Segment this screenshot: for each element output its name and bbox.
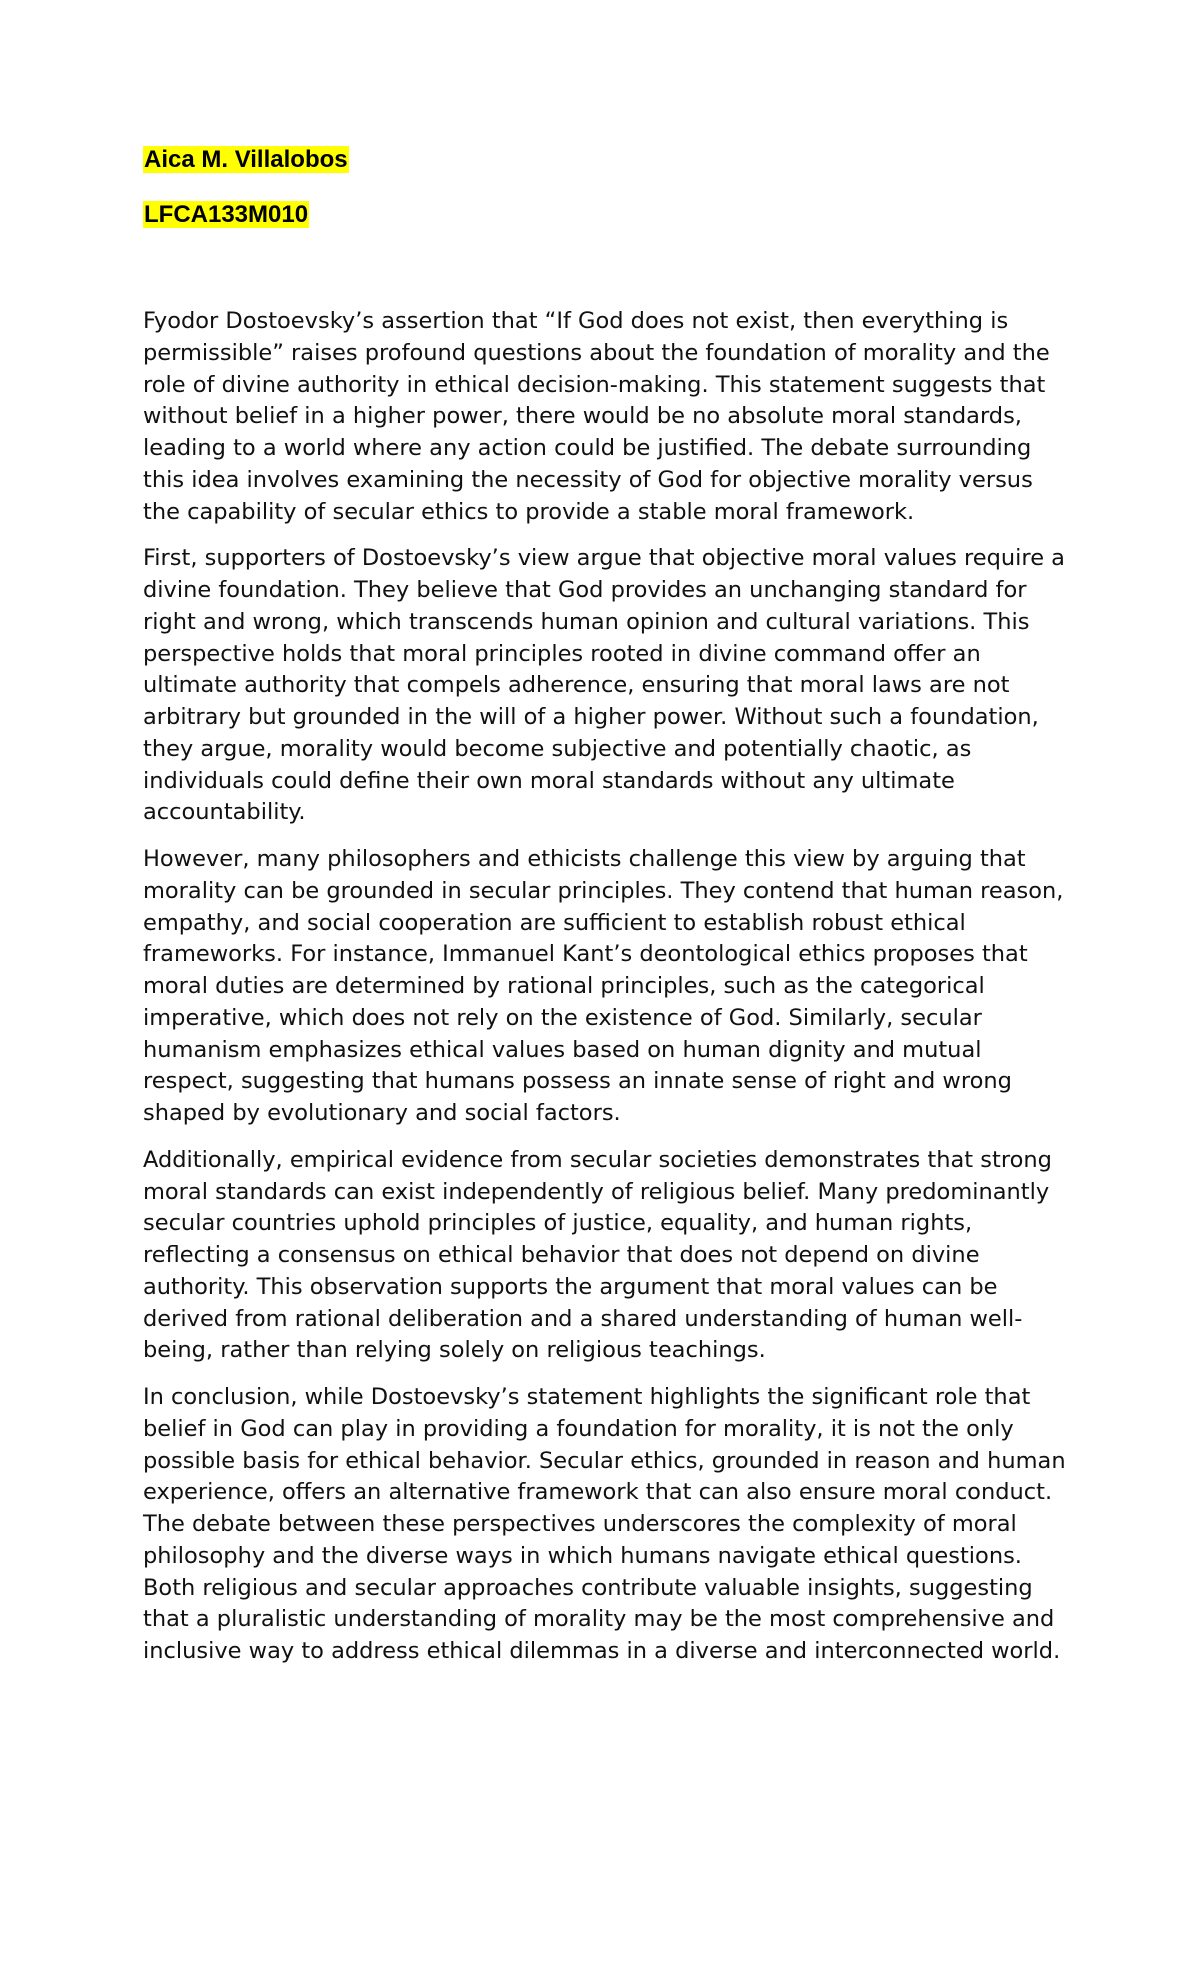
paragraph-divine-foundation: First, supporters of Dostoevsky’s view argue that objective moral values require a divine foundation. They believe that God provides an unchanging standard for right and wrong, which transcends human opinion and cultural variations. This perspective holds that moral principles rooted in divine command offer an ultimate authority that compels adherence, ensuring that moral laws are not arbitrary but grounded in the will of a higher power. Without such a foundation, they argue, morality would become subjective and potentially chaotic, as individuals could define their own moral standards without any ultimate accountability.: [143, 545, 1065, 826]
course-code-line: [143, 200, 349, 230]
document-header: [143, 145, 349, 230]
paragraph-secular-principles: However, many philosophers and ethicists challenge this view by arguing that morality can be grounded in secular principles. They contend that human reason, empathy, and social cooperation are sufficient to establish robust ethical frameworks. For instance, Immanuel Kant’s deontological ethics proposes that moral duties are determined by rational principles, such as the categorical imperative, which does not rely on the existence of God. Similarly, secular humanism emphasizes ethical values based on human dignity and mutual respect, suggesting that humans possess an innate sense of right and wrong shaped by evolutionary and social factors.: [143, 846, 1064, 1126]
paragraph-conclusion: In conclusion, while Dostoevsky’s statement highlights the significant role that belief in God can play in providing a foundation for morality, it is not the only possible basis for ethical behavior. Secular ethics, grounded in reason and human experience, offers an alternative framework that can also ensure moral conduct. The debate between these perspectives underscores the complexity of moral philosophy and the diverse ways in which humans navigate ethical questions. Both religious and secular approaches contribute valuable insights, suggesting that a pluralistic understanding of morality may be the most comprehensive and inclusive way to address ethical dilemmas in a diverse and interconnected world.: [143, 1384, 1066, 1664]
course-code: LFCA133M010: [144, 201, 309, 228]
paragraph-empirical-evidence: Additionally, empirical evidence from secular societies demonstrates that strong moral standards can exist independently of religious belief. Many predominantly secular countries uphold principles of justice, equality, and human rights, reflecting a consensus on ethical behavior that does not depend on divine authority. This observation supports the argument that moral values can be derived from rational deliberation and a shared understanding of human well-being, rather than relying solely on religious teachings.: [143, 1146, 1052, 1364]
paragraph-introduction: Fyodor Dostoevsky’s assertion that “If God does not exist, then everything is permissible” raises profound questions about the foundation of morality and the role of divine authority in ethical decision-making. This statement suggests that without belief in a higher power, there would be no absolute moral standards, leading to a world where any action could be justified. The debate surrounding this idea involves examining the necessity of God for objective morality versus the capability of secular ethics to provide a stable moral framework.: [143, 308, 1050, 525]
essay-body: [143, 306, 1073, 1683]
author-name-line: [143, 145, 349, 175]
author-name: Aica M. Villalobos: [144, 146, 348, 173]
